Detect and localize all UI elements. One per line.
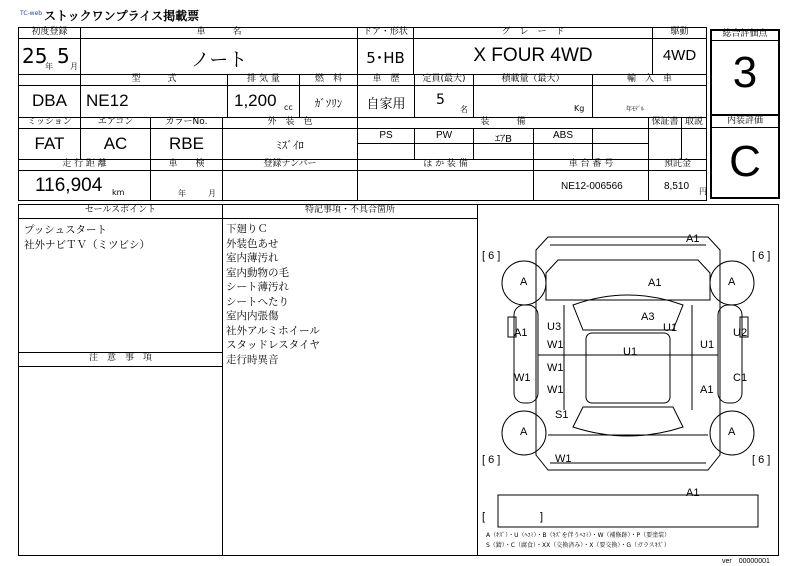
reg-year: 25 <box>22 44 48 68</box>
model-code: NE12 <box>86 91 129 110</box>
damage-left-front-door-upper: U3 <box>547 321 562 333</box>
ext-color-label: 外 装 色 <box>267 117 313 127</box>
sales-point-1: プッシュスタート <box>24 224 108 236</box>
warranty-label: 保証書 <box>651 117 679 127</box>
grade: X FOUR 4WD <box>473 45 593 66</box>
interior-score: C <box>729 137 761 186</box>
overall-score-label: 総合評価点 <box>722 29 768 39</box>
vehicle-name: ノート <box>190 49 248 71</box>
displacement: 1,200 <box>234 91 277 110</box>
damage-rear-bumper: A1 <box>686 487 700 499</box>
history: 自家用 <box>366 97 406 112</box>
tire-rr-label: [ 6 ] <box>752 454 771 466</box>
door-type-label: ドア・形状 <box>363 27 408 37</box>
remark-9: スタッドレスタイヤ <box>226 339 320 351</box>
damage-right-front-door-upper: U1 <box>663 322 678 334</box>
legend-line-2: S（錆）・C（腐食）・XX（交換済み）・X（要交換）・G（ガラスｷｽﾞ） <box>486 542 670 549</box>
header-logo: TC-web <box>20 10 43 17</box>
drive-label: 駆動 <box>670 27 689 37</box>
km-unit: km <box>112 188 125 197</box>
diagram-bracket: [ ] <box>482 511 544 523</box>
capacity-label: 定員(最大) <box>422 74 466 84</box>
capacity: 5 <box>436 92 445 108</box>
kg-unit: Kg <box>574 104 585 113</box>
chassis-number: NE12-006566 <box>561 181 623 192</box>
notes-label: 注 意 事 項 <box>88 353 152 363</box>
tire-rl-label: [ 6 ] <box>482 454 501 466</box>
color-no-label: カラーNo. <box>165 117 208 127</box>
damage-left-front-door: W1 <box>547 339 564 351</box>
equip-ps: PS <box>379 130 393 141</box>
sales-point-label: セールスポイント <box>84 205 157 215</box>
fuel-label: 燃 料 <box>314 74 342 84</box>
mileage-label: 走 行 距 離 <box>62 159 107 169</box>
drive: 4WD <box>662 47 697 64</box>
deposit: 8,510 <box>664 181 690 192</box>
remark-1: 下廻りＣ <box>226 223 268 235</box>
deposit-label: 預託金 <box>663 159 691 169</box>
damage-left-quarter: W1 <box>514 372 531 384</box>
header-title: ストックワンプライス掲載票 <box>44 9 200 23</box>
damage-right-rear-door: A1 <box>700 384 714 396</box>
remark-10: 走行時異音 <box>226 353 279 366</box>
persons-unit: 名 <box>460 105 468 114</box>
legend-line-1: A（ｷｽﾞ）・U（ﾍｺﾐ）・B（ｷｽﾞを伴うﾍｺﾐ）・W（補修跡）・P（要塗装） <box>486 532 671 539</box>
chassis-label: 車 台 番 号 <box>568 159 614 169</box>
month-unit: 月 <box>70 62 78 71</box>
damage-right-front-door: U1 <box>700 339 715 351</box>
inspection-label: 車 検 <box>168 159 205 169</box>
other-equip-label: ほ か 装 備 <box>423 159 468 169</box>
model-prefix: DBA <box>32 91 67 110</box>
year-unit: 年 <box>45 62 53 71</box>
aircon: AC <box>103 134 128 153</box>
ext-color: ﾐｽﾞｲﾛ <box>276 139 304 152</box>
cc-unit: cc <box>284 103 293 112</box>
damage-left-rocker: W1 <box>547 384 564 396</box>
damage-front-bumper: A1 <box>686 233 700 245</box>
color-no: RBE <box>169 134 204 153</box>
equipment-label: 装 備 <box>480 117 526 127</box>
mileage: 116,904 <box>35 175 103 196</box>
mission-label: ミッション <box>27 117 72 127</box>
displacement-label: 排 気 量 <box>247 74 280 84</box>
tire-fl-label: [ 6 ] <box>482 250 501 262</box>
damage-left-fender: A1 <box>514 327 528 339</box>
grade-label: グ レ ー ド <box>501 27 565 37</box>
load-label: 積載量（最大） <box>501 74 565 84</box>
damage-left-rear-door: W1 <box>547 362 564 374</box>
damage-roof: U1 <box>623 346 638 358</box>
manual-label: 取説 <box>684 117 703 127</box>
overall-score: 3 <box>732 48 758 97</box>
yen-unit: 円 <box>699 187 707 196</box>
interior-score-label: 内装評価 <box>726 116 763 126</box>
year-model-unit: 年ﾓﾃﾞﾙ <box>626 106 645 113</box>
sales-point-2: 社外ナビＴＶ（ミツビシ） <box>24 239 150 251</box>
aircon-label: エアコン <box>97 117 134 127</box>
remark-6: シートへたり <box>226 295 289 308</box>
tire-fl-mark: A <box>520 276 528 288</box>
mission: FAT <box>34 134 65 153</box>
damage-right-quarter: C1 <box>733 372 748 384</box>
vehicle-name-label: 車 名 <box>196 27 242 37</box>
tire-fr-label: [ 6 ] <box>752 250 771 262</box>
remark-4: 室内動物の毛 <box>226 266 289 279</box>
equip-pw: PW <box>435 130 453 141</box>
tire-rr-mark: A <box>728 426 736 438</box>
door-type: 5･HB <box>366 49 405 67</box>
insp-month-unit: 月 <box>208 189 216 198</box>
history-label: 車 歴 <box>372 74 400 84</box>
model-label: 型 式 <box>131 74 177 84</box>
tire-fr-mark: A <box>728 276 736 288</box>
damage-rear-bumper-left: W1 <box>555 453 572 465</box>
insp-year-unit: 年 <box>178 189 186 198</box>
remark-7: 室内内張傷 <box>226 310 279 322</box>
damage-left-rear: S1 <box>555 409 569 421</box>
tire-rl-mark: A <box>520 426 528 438</box>
damage-windshield: A3 <box>641 311 655 323</box>
reg-plate-label: 登録ナンバー <box>263 159 317 169</box>
fuel: ｶﾞｿﾘﾝ <box>314 97 343 110</box>
remark-3: 室内薄汚れ <box>226 252 279 264</box>
remark-2: 外装色あせ <box>226 237 279 250</box>
remark-5: シート薄汚れ <box>226 281 289 293</box>
equip-abs: ABS <box>552 130 573 141</box>
equip-airbag: ｴｱB <box>495 134 512 145</box>
remark-8: 社外アルミホイール <box>226 324 320 337</box>
damage-hood: A1 <box>648 277 662 289</box>
remarks-label: 特記事項・不具合箇所 <box>304 205 395 215</box>
import-label: 輸 入 車 <box>626 74 672 84</box>
reg-month: 5 <box>57 44 70 68</box>
damage-right-fender: U2 <box>733 327 748 339</box>
version-label: ver 00000001 <box>722 558 770 565</box>
first-reg-label: 初度登録 <box>31 27 68 37</box>
